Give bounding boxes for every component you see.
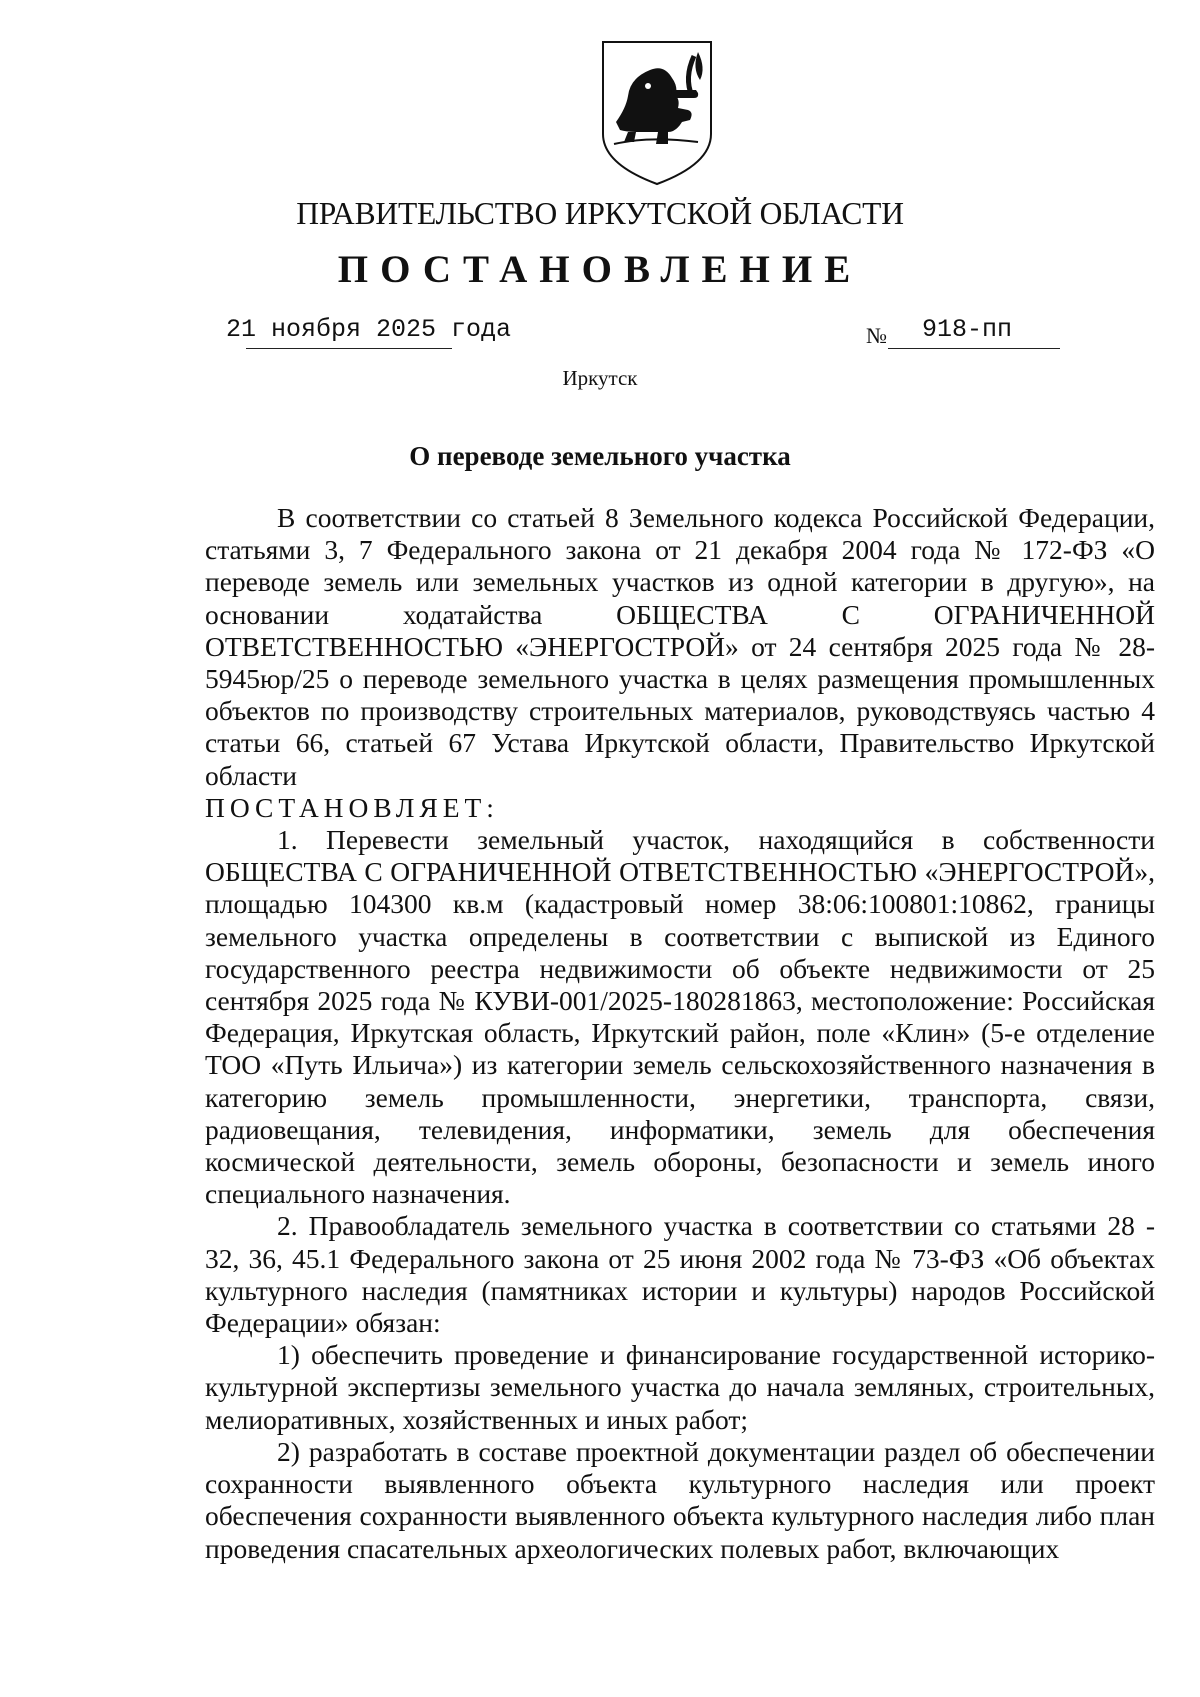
document-date: 21 ноября 2025 года — [226, 315, 512, 344]
document-subject: О переводе земельного участка — [409, 441, 791, 471]
clause-2-item-1: 1) обеспечить проведение и финансирование государственной историко-культурной экспертизы земельного участка до начала земляных, строительных, мелиоративных, хозяйственных и иных работ; — [205, 1339, 1155, 1435]
clause-2: 2. Правообладатель земельного участка в соответствии со статьями 28 - 32, 36, 45.1 Федерального закона от 25 июня 2002 года № 73-ФЗ «Об объектах культурного наследия (памятниках истории и культуры) народов Российской Федерации» обязан: — [205, 1210, 1155, 1339]
preamble-paragraph: В соответствии со статьей 8 Земельного кодекса Российской Федерации, статьями 3, 7 Федерального закона от 21 декабря 2004 года № 172-ФЗ «О переводе земель или земельных участков из одной категории в другую», на основании ходатайства ОБЩЕСТВА С ОГРАНИЧЕННОЙ ОТВЕТСТВЕННОСТЬЮ «ЭНЕРГОСТРОЙ» от 24 сентября 2025 года № 28-5945юр/25 о переводе земельного участка в целях размещения промышленных объектов по производству строительных материалов, руководствуясь частью 4 статьи 66, статьей 67 Устава Иркутской области, Правительство Иркутской области — [205, 502, 1155, 791]
date-underline — [246, 348, 452, 349]
document-number: 918-пп — [922, 315, 1013, 344]
document-body — [205, 502, 1155, 1565]
clause-1: 1. Перевести земельный участок, находящийся в собственности ОБЩЕСТВА С ОГРАНИЧЕННОЙ ОТВЕТСТВЕННОСТЬЮ «ЭНЕРГОСТРОЙ», площадью 104300 кв.м (кадастровый номер 38:06:100801:10862, границы земельного участка определены в соответствии с выпиской из Единого государственного реестра недвижимости об объекте недвижимости от 25 сентября 2025 года № КУВИ-001/2025-180281863, местоположение: Российская Федерация, Иркутская область, Иркутский район, поле «Клин» (5-е отделение ТОО «Путь Ильича») из категории земель сельскохозяйственного назначения в категорию земель промышленности, энергетики, транспорта, связи, радиовещания, телевидения, информатики, земель для обеспечения космической деятельности, земель обороны, безопасности и земель иного специального назначения. — [205, 824, 1155, 1210]
number-underline — [888, 348, 1060, 349]
document-type: ПОСТАНОВЛЕНИЕ — [337, 248, 863, 291]
government-title: ПРАВИТЕЛЬСТВО ИРКУТСКОЙ ОБЛАСТИ — [296, 196, 904, 231]
number-sign: № — [866, 323, 887, 348]
city: Иркутск — [562, 366, 638, 390]
clause-2-item-2: 2) разработать в составе проектной документации раздел об обеспечении сохранности выявленного объекта культурного наследия или проект обеспечения сохранности выявленного объекта культурного наследия либо план проведения спасательных археологических полевых работ, включающих — [205, 1435, 1155, 1564]
coat-of-arms-icon — [598, 38, 716, 188]
decree-word: ПОСТАНОВЛЯЕТ: — [205, 791, 499, 823]
